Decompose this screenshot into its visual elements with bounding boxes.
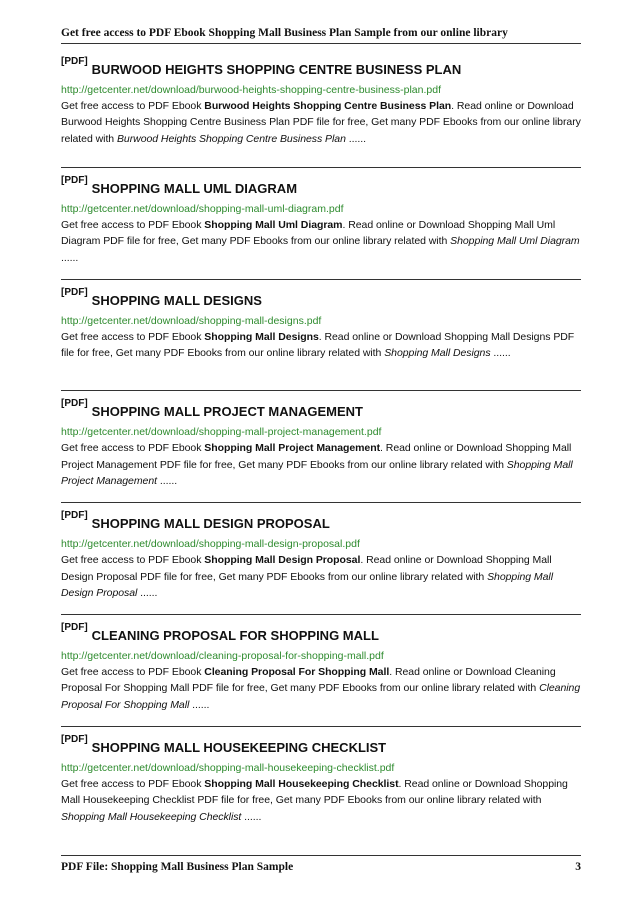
ebook-entry [61, 56, 581, 168]
entry-description: Get free access to PDF Ebook Shopping Mall Designs. Read online or Download Shopping Mall Designs PDF file for free, Get many PDF Ebooks from our online library related with Shopping Mall Designs ...... [61, 330, 575, 359]
entry-title: CLEANING PROPOSAL FOR SHOPPING MALL [91, 627, 379, 643]
pdf-tag: [PDF] [61, 510, 88, 522]
pdf-tag: [PDF] [61, 621, 88, 633]
download-link[interactable]: http://getcenter.net/download/shopping-mall-project-management.pdf [61, 426, 382, 439]
entry-title-row [61, 622, 581, 648]
page-number: 3 [575, 861, 581, 873]
entry-bold-title: Shopping Mall Design Proposal [204, 554, 361, 567]
download-link[interactable]: http://getcenter.net/download/shopping-mall-housekeeping-checklist.pdf [61, 761, 395, 774]
pdf-tag: [PDF] [61, 286, 88, 298]
entry-title: SHOPPING MALL UML DIAGRAM [91, 180, 298, 196]
entry-bold-title: Cleaning Proposal For Shopping Mall [204, 665, 390, 678]
entry-description: Get free access to PDF Ebook Shopping Mall Design Proposal. Read online or Download Shopping Mall Design Proposal PDF file for free, Get many PDF Ebooks from our online library related with Shopping Mall Design Proposal ...... [61, 554, 553, 599]
entry-title-row [61, 175, 581, 201]
download-link[interactable]: http://getcenter.net/download/shopping-mall-designs.pdf [61, 314, 322, 327]
entry-description: Get free access to PDF Ebook Shopping Mall Project Management. Read online or Download Shopping Mall Project Management PDF file for free, Get many PDF Ebooks from our online library related with Shopping Mall Project Management ...... [61, 442, 573, 488]
entry-italic-title: Shopping Mall Designs [384, 347, 491, 359]
entry-italic-title: Cleaning Proposal For Shopping Mall [61, 682, 581, 711]
header-text: Get free access to PDF Ebook Shopping Mall Business Plan Sample from our online library [61, 27, 508, 39]
entry-title: SHOPPING MALL PROJECT MANAGEMENT [91, 404, 364, 420]
entry-title-row [61, 287, 581, 313]
ebook-entry [61, 615, 581, 727]
entry-bold-title: Shopping Mall Uml Diagram [204, 218, 343, 231]
entry-title-row [61, 398, 581, 424]
pdf-tag: [PDF] [61, 56, 88, 67]
entry-description: Get free access to PDF Ebook Shopping Mall Housekeeping Checklist. Read online or Download Shopping Mall Housekeeping Checklist PDF file for free, Get many PDF Ebooks from our online library related with Shopping Mall Housekeeping Checklist ...... [61, 777, 568, 823]
download-link[interactable]: http://getcenter.net/download/shopping-mall-design-proposal.pdf [61, 538, 360, 551]
entry-title-row [61, 56, 581, 82]
entry-title-row [61, 734, 581, 760]
entry-italic-title: Burwood Heights Shopping Centre Business Plan [116, 132, 346, 145]
download-link[interactable]: http://getcenter.net/download/burwood-heights-shopping-centre-business-plan.pdf [61, 84, 441, 96]
footer-file-label: PDF File: Shopping Mall Business Plan Sample [61, 861, 294, 873]
ebook-entry [61, 280, 581, 392]
entry-title: SHOPPING MALL DESIGNS [91, 292, 262, 308]
download-link[interactable]: http://getcenter.net/download/shopping-mall-uml-diagram.pdf [61, 202, 344, 215]
ebook-entry [61, 727, 581, 839]
entry-bold-title: Shopping Mall Designs [204, 330, 319, 343]
entry-italic-title: Shopping Mall Project Management [61, 458, 573, 488]
entry-italic-title: Shopping Mall Design Proposal [61, 570, 553, 599]
ebook-list [61, 56, 581, 839]
download-link[interactable]: http://getcenter.net/download/cleaning-proposal-for-shopping-mall.pdf [61, 649, 384, 662]
ebook-entry [61, 503, 581, 615]
entry-italic-title: Shopping Mall Uml Diagram [450, 235, 580, 248]
entry-italic-title: Shopping Mall Housekeeping Checklist [61, 810, 242, 823]
entry-bold-title: Shopping Mall Housekeeping Checklist [204, 777, 399, 790]
entry-description: Get free access to PDF Ebook Shopping Mall Uml Diagram. Read online or Download Shopping Mall Uml Diagram PDF file for free, Get many PDF Ebooks from our online library related with Shopping Mall Uml Diagram ...... [61, 218, 580, 264]
page-header [61, 26, 581, 44]
entry-title: BURWOOD HEIGHTS SHOPPING CENTRE BUSINESS PLAN [91, 62, 462, 77]
entry-description: Get free access to PDF Ebook Cleaning Proposal For Shopping Mall. Read online or Download Cleaning Proposal For Shopping Mall PDF file for free, Get many PDF Ebooks from our online library related with Cleaning Proposal For Shopping Mall ...... [61, 665, 581, 711]
page-footer [61, 855, 581, 874]
entry-bold-title: Shopping Mall Project Management [204, 442, 381, 455]
entry-bold-title: Burwood Heights Shopping Centre Business Plan [204, 100, 452, 112]
entry-title: SHOPPING MALL HOUSEKEEPING CHECKLIST [91, 739, 387, 755]
ebook-entry [61, 391, 581, 503]
pdf-tag: [PDF] [61, 398, 88, 410]
entry-title: SHOPPING MALL DESIGN PROPOSAL [91, 516, 330, 532]
entry-description: Get free access to PDF Ebook Burwood Heights Shopping Centre Business Plan. Read online or Download Burwood Heights Shopping Centre Business Plan PDF file for free, Get many PDF Ebooks from our online library related with Burwood Heights Shopping Centre Business Plan ...... [61, 100, 581, 145]
ebook-entry [61, 168, 581, 280]
pdf-tag: [PDF] [61, 174, 88, 186]
pdf-tag: [PDF] [61, 733, 88, 745]
entry-title-row [61, 510, 581, 536]
